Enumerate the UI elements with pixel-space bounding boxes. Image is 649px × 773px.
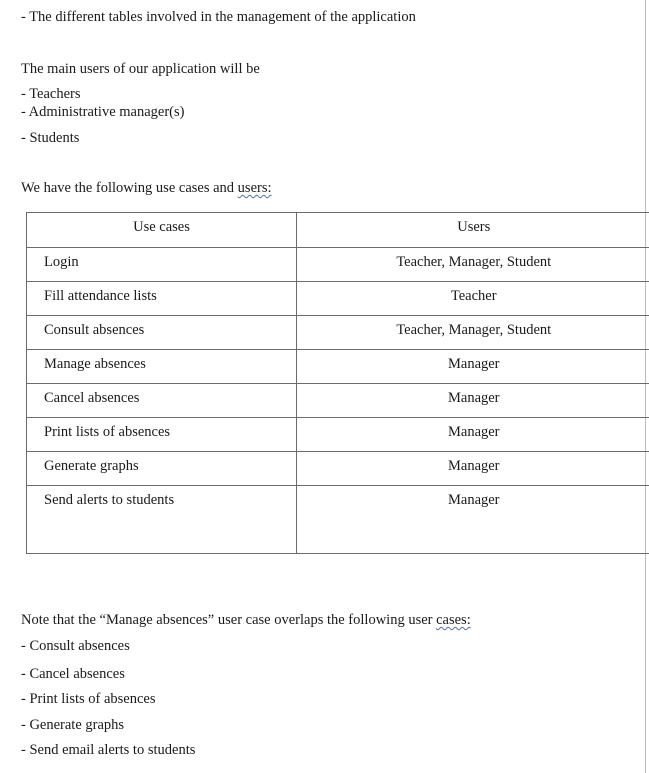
note-text: Note that the “Manage absences” user case overlaps the following user — [21, 612, 437, 628]
use-case-cell: Manage absences — [27, 350, 297, 384]
intro-line: - The different tables involved in the management of the application — [21, 9, 416, 25]
table-header-row — [27, 213, 649, 248]
users-cell: Manager — [297, 350, 649, 384]
overlap-item: - Consult absences — [21, 638, 130, 654]
use-case-cell: Consult absences — [27, 316, 297, 350]
use-cases-intro-underlined: users: — [237, 180, 272, 196]
overlap-item: - Print lists of absences — [21, 691, 156, 707]
users-cell: Teacher — [297, 282, 649, 316]
use-cases-intro — [21, 180, 272, 197]
use-case-cell: Cancel absences — [27, 384, 297, 418]
users-cell: Manager — [297, 384, 649, 418]
user-type-item: - Students — [21, 130, 80, 146]
table-row — [27, 248, 649, 282]
users-intro: The main users of our application will be — [21, 61, 260, 77]
use-case-cell: Generate graphs — [27, 452, 297, 486]
overlap-item: - Send email alerts to students — [21, 742, 196, 758]
user-type-item: - Administrative manager(s) — [21, 104, 185, 120]
user-type-item: - Teachers — [21, 86, 81, 102]
users-cell: Manager — [297, 486, 649, 554]
table-row — [27, 452, 649, 486]
table-row — [27, 282, 649, 316]
users-cell: Manager — [297, 418, 649, 452]
use-case-cell: Send alerts to students — [27, 486, 297, 554]
note-line — [21, 612, 471, 629]
use-case-cell: Fill attendance lists — [27, 282, 297, 316]
table-row — [27, 316, 649, 350]
table-row — [27, 384, 649, 418]
use-cases-intro-text: We have the following use cases and — [21, 180, 238, 196]
header-use-cases: Use cases — [27, 213, 297, 248]
overlap-item: - Generate graphs — [21, 717, 125, 733]
overlap-item: - Cancel absences — [21, 666, 125, 682]
users-cell: Teacher, Manager, Student — [297, 316, 649, 350]
header-users: Users — [297, 213, 649, 248]
table-row — [27, 418, 649, 452]
use-cases-table — [26, 212, 649, 554]
table-row — [27, 350, 649, 384]
users-cell: Teacher, Manager, Student — [297, 248, 649, 282]
use-case-cell: Print lists of absences — [27, 418, 297, 452]
table-row — [27, 486, 649, 554]
users-cell: Manager — [297, 452, 649, 486]
use-case-cell: Login — [27, 248, 297, 282]
note-underlined: cases: — [436, 612, 471, 628]
